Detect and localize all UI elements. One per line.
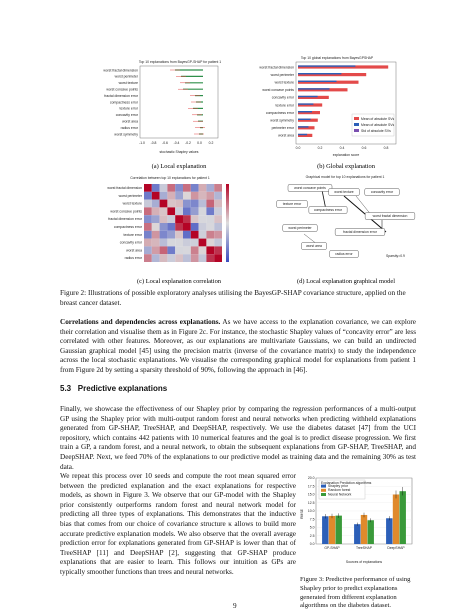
- panel-c-cell: [183, 184, 191, 192]
- figure-3-xlabel: Sources of explanations: [345, 560, 383, 564]
- panel-c-cell: [175, 254, 183, 262]
- panel-d-node-label: worst area: [306, 244, 322, 249]
- panel-c-cell: [191, 200, 199, 208]
- figure-2-caption: Figure 2: Illustrations of possible exploratory analyses utilising the BayesGP-SHAP covariance structure, applied on the breast cancer dataset.: [60, 289, 406, 307]
- panel-c-cell: [144, 254, 152, 262]
- figure-3-legend: [319, 480, 372, 499]
- panel-c-cell: [144, 184, 152, 192]
- panel-c-cell: [175, 231, 183, 239]
- panel-c-cell: [199, 184, 207, 192]
- panel-c-cell: [206, 231, 214, 239]
- panel-b-feature-label: worst concave points: [262, 88, 294, 93]
- panel-b-feature-label: worst area: [278, 133, 294, 138]
- panel-c-cell: [175, 239, 183, 247]
- panel-c-cell: [152, 246, 160, 254]
- panel-b-feature-label: concavity error: [271, 95, 294, 100]
- panel-c-cell: [214, 184, 222, 192]
- panel-c-cell: [191, 246, 199, 254]
- panel-c-cell: [152, 231, 160, 239]
- panel-c-cell: [199, 215, 207, 223]
- panel-b-bar-inner: [298, 103, 313, 104]
- panel-a-xtick: -0.4: [173, 141, 180, 145]
- panel-c-cell: [160, 200, 168, 208]
- panel-a-xtick: -1.0: [139, 141, 145, 145]
- panel-c-cell: [206, 192, 214, 200]
- panel-b-feature-label: worst fractal dimension: [259, 65, 294, 70]
- panel-c-row-label: worst area: [126, 248, 142, 253]
- panel-d-title: Graphical model for top 10 explanations for patient 1: [305, 175, 385, 179]
- panel-b-bar-inner: [298, 81, 337, 82]
- figure-3-bar: [368, 520, 374, 544]
- panel-c-cell: [160, 184, 168, 192]
- panel-a-feature-label: worst texture: [118, 81, 138, 86]
- panel-c-cell: [160, 207, 168, 215]
- panel-c-cell: [152, 200, 160, 208]
- panel-c-cell: [183, 254, 191, 262]
- figure-3-chart: [298, 474, 416, 566]
- figure-3-category-label: GP-SHAP: [324, 546, 340, 550]
- paragraph-correlations-lead: Correlations and dependencies across explanations.: [60, 318, 221, 326]
- figure-3-legend-label: Shapley prior: [328, 484, 348, 488]
- panel-c-cell: [152, 192, 160, 200]
- panel-c-cell: [144, 207, 152, 215]
- panel-c-row-label: radius error: [124, 256, 142, 261]
- panel-b-bar-inner: [298, 134, 307, 135]
- panel-c-cell: [183, 231, 191, 239]
- figure-3-ytick: 12.5: [307, 500, 315, 505]
- paragraph-correlations-body: As we have access to the explanation covariance, we can explore their correlation and visualise them as in Figure 2c. For instance, the stochastic Shapley values of “concavity error” are less correlated with other features. Moreover, as our explanations are multivariate Gaussians, we can build an undirected Gaussian graphical model [45] using the precision matrix (inverse of the covariance matrix) to study the independence across the local stochastic explanations. We visualise the corresponding graphical model for explanations from patient 1 from Figure 2d by setting a sparsity threshold of 90%, following the approach in [46].: [60, 318, 416, 374]
- panel-c-cell: [183, 192, 191, 200]
- panel-c-cell: [214, 223, 222, 231]
- panel-c-cell: [199, 246, 207, 254]
- panel-a-xlabel: stochastic Shapley values: [159, 150, 199, 154]
- panel-c-cell: [175, 223, 183, 231]
- panel-c-cell: [214, 231, 222, 239]
- panel-b-bar-inner: [298, 119, 311, 120]
- panel-b-xtick: 0.8: [383, 146, 389, 150]
- panel-c-cell: [183, 246, 191, 254]
- panel-c-cell: [160, 239, 168, 247]
- panel-d-node-label: concavity error: [370, 190, 394, 195]
- panel-d-node-label: fractal dimension error: [343, 230, 377, 235]
- figure-3-legend-swatch: [321, 485, 326, 488]
- panel-c-cell: [214, 200, 222, 208]
- figure-3-bar: [393, 495, 399, 545]
- figure-3-ytick: 20.0: [307, 476, 315, 481]
- panel-c-cell: [175, 192, 183, 200]
- panel-b-bar-inner: [298, 111, 312, 112]
- panel-c-cell: [183, 200, 191, 208]
- figure-3-legend-label: Neural Network: [328, 492, 352, 497]
- panel-c-cell: [214, 207, 222, 215]
- panel-a-feature-label: fractal dimension error: [104, 93, 138, 98]
- panel-c-cell: [191, 254, 199, 262]
- panel-c-cell: [206, 200, 214, 208]
- panel-a-title: Top 10 explanations from BayesGP-SHAP for patient 1: [138, 60, 222, 64]
- panel-c-cell: [167, 207, 175, 215]
- panel-c-cell: [206, 184, 214, 192]
- panel-b-xtick: 0.0: [295, 146, 301, 150]
- panel-b-bar-inner: [298, 73, 341, 74]
- panel-c-cell: [206, 207, 214, 215]
- paragraph-predictive-intro: Finally, we showcase the effectiveness of our Shapley prior by comparing the regression performances of a multi-output GP using the Shapley prior with multi-output random forest and neural networks when predicting withheld explanations generated from GP-SHAP, TreeSHAP, and DeepSHAP, respectively. We use the diabetes dataset [47] from the UCI repository, which contains 442 patients with 10 numerical features and the goal is to predict disease progression. We first train a GP, a random forest, and a neural network, to obtain the subsequent explanations from GP-SHAP, TreeSHAP, and DeepSHAP. Next, we feed 70% of the explanations to our predictive model as training data and the remaining 30% as test data.: [60, 405, 416, 471]
- panel-c-cell: [167, 192, 175, 200]
- panel-b-legend: [352, 114, 394, 136]
- panel-d-node-label: compactness error: [313, 208, 343, 213]
- paragraph-correlations: [60, 318, 416, 376]
- panel-c-cell: [199, 207, 207, 215]
- panel-c-cell: [167, 231, 175, 239]
- figure-3-legend-label: Random forest: [328, 488, 351, 493]
- panel-d-caption: (d) Local explanation graphical model: [297, 278, 395, 285]
- panel-b-xtick: 0.4: [339, 146, 345, 150]
- panel-b-feature-label: texture error: [275, 103, 294, 108]
- panel-b-bar-inner: [298, 65, 355, 66]
- panel-c-row-label: compactness error: [113, 225, 142, 229]
- panel-c-row-label: fractal dimension error: [108, 217, 142, 222]
- panel-b-legend-2: Mean of absolute SVs: [361, 123, 395, 127]
- panel-c-cell: [152, 239, 160, 247]
- figure-3-category-label: TreeSHAP: [355, 546, 373, 550]
- panel-a-feature-label: compactness error: [109, 100, 138, 105]
- panel-c-cell: [206, 239, 214, 247]
- panel-c-cell: [214, 192, 222, 200]
- panel-c-cell: [191, 223, 199, 231]
- figure-3-bar: [400, 491, 406, 544]
- panel-c-cell: [160, 254, 168, 262]
- panel-d-node-label: worst perimeter: [288, 226, 312, 231]
- panel-c-cell: [160, 246, 168, 254]
- panel-c-cell: [214, 254, 222, 262]
- panel-c-cell: [167, 246, 175, 254]
- figure-3-ytick: 2.5: [309, 533, 315, 538]
- panel-d-node-label: worst texture: [334, 190, 354, 195]
- panel-c-cell: [183, 215, 191, 223]
- panel-c-cell: [167, 223, 175, 231]
- panel-b-xtick: 0.2: [317, 146, 323, 150]
- panel-c-cell: [175, 184, 183, 192]
- panel-c-cell: [160, 223, 168, 231]
- panel-c-cell: [175, 200, 183, 208]
- panel-c-row-label: worst perimeter: [118, 193, 142, 198]
- panel-b-xlabel: explanation score: [332, 153, 360, 157]
- panel-a-xtick: -0.6: [162, 141, 168, 145]
- section-heading: [60, 384, 167, 393]
- page-number: 9: [233, 602, 237, 610]
- panel-c-cell: [144, 192, 152, 200]
- panel-c-cell: [152, 215, 160, 223]
- panel-c-cell: [199, 223, 207, 231]
- panel-c-cell: [175, 246, 183, 254]
- panel-c-cell: [183, 239, 191, 247]
- panel-b-feature-label: compactness error: [265, 110, 294, 115]
- panel-d-node-label: radius error: [335, 252, 353, 257]
- figure-3-bar: [386, 518, 392, 544]
- figure-3-bar: [322, 516, 328, 544]
- panel-b-bar-inner: [298, 88, 330, 89]
- panel-c-cell: [183, 223, 191, 231]
- panel-c-cell: [199, 192, 207, 200]
- panel-c-cell: [191, 215, 199, 223]
- panel-c-row-label: texture error: [123, 232, 142, 237]
- panel-c-cell: [191, 231, 199, 239]
- panel-c-cell: [167, 200, 175, 208]
- figure-2-graphic: [60, 48, 430, 290]
- panel-c-row-label: worst concave points: [110, 209, 142, 214]
- figure-3-bar: [361, 515, 367, 544]
- panel-c-cell: [167, 184, 175, 192]
- panel-a-feature-label: worst concave points: [106, 87, 138, 92]
- panel-c-cell: [144, 223, 152, 231]
- panel-c-cell: [167, 239, 175, 247]
- panel-a-feature-label: worst area: [122, 119, 138, 124]
- panel-d-node-label: texture error: [282, 202, 302, 207]
- panel-b-feature-label: worst perimeter: [270, 72, 294, 77]
- panel-c-cell: [199, 254, 207, 262]
- panel-a-feature-label: concavity error: [115, 113, 138, 118]
- panel-b-bar-inner: [298, 96, 318, 97]
- panel-a-xtick: -0.2: [185, 141, 191, 145]
- panel-c-cell: [144, 239, 152, 247]
- panel-c-cell: [152, 254, 160, 262]
- panel-c-cell: [214, 246, 222, 254]
- panel-c-cell: [206, 215, 214, 223]
- panel-c-cell: [214, 239, 222, 247]
- panel-c-cell: [144, 215, 152, 223]
- panel-c-cell: [152, 223, 160, 231]
- panel-b-caption: (b) Global explanation: [317, 163, 375, 170]
- panel-b-legend-1: Mean of absolute SVs: [361, 117, 395, 121]
- figure-3-ytick: 10.0: [307, 509, 315, 514]
- figure-3: [298, 474, 416, 566]
- panel-c-cell: [183, 207, 191, 215]
- panel-c-cell: [191, 184, 199, 192]
- panel-c-cell: [152, 207, 160, 215]
- panel-a-feature-label: worst perimeter: [114, 74, 138, 79]
- panel-c-cell: [199, 231, 207, 239]
- panel-c-cell: [199, 200, 207, 208]
- panel-c-cell: [152, 184, 160, 192]
- panel-b-xtick: 0.6: [361, 146, 367, 150]
- figure-3-bar: [336, 516, 342, 544]
- panel-c-cell: [144, 231, 152, 239]
- panel-b-bar-inner: [298, 126, 309, 127]
- figure-3-category-label: DeepSHAP: [387, 546, 405, 550]
- panel-a-feature-label: texture error: [119, 106, 138, 111]
- figure-3-legend-swatch: [321, 489, 326, 492]
- figure-3-ylabel: RMSE: [300, 509, 304, 519]
- panel-c-cell: [191, 239, 199, 247]
- panel-d-node-label: worst concave points: [294, 186, 326, 191]
- panel-c-cell: [206, 223, 214, 231]
- figure-2: [60, 48, 430, 290]
- panel-c-title: Correlation between top 10 explanations for patient 1: [130, 176, 210, 180]
- panel-c-cell: [206, 246, 214, 254]
- panel-d-sparsity: Sparsity=0.9: [386, 254, 405, 258]
- panel-c-cell: [160, 215, 168, 223]
- panel-c-caption: (c) Local explanation correlation: [137, 278, 221, 285]
- panel-c-cell: [191, 192, 199, 200]
- panel-a-feature-label: radius error: [120, 125, 138, 130]
- panel-c-cell: [206, 254, 214, 262]
- figure-3-bar: [329, 516, 335, 544]
- figure-3-ytick: 5.0: [309, 525, 315, 530]
- panel-d-node-label: worst fractal dimension: [372, 214, 408, 219]
- section-title: Predictive explanations: [77, 384, 168, 393]
- panel-a-xtick: 0.0: [197, 141, 202, 145]
- panel-c-cell: [144, 200, 152, 208]
- panel-b-feature-label: worst texture: [274, 80, 294, 85]
- panel-b-feature-label: worst symmetry: [270, 118, 294, 123]
- figure-3-bar: [354, 524, 360, 544]
- panel-a-caption: (a) Local explanation: [151, 163, 207, 170]
- panel-c-cell: [160, 231, 168, 239]
- figure-3-legend-title: Explanation Prediction algorithms: [321, 481, 372, 485]
- panel-c-cell: [160, 192, 168, 200]
- panel-a-feature-label: worst symmetry: [114, 132, 138, 137]
- panel-a-xtick: -0.8: [150, 141, 157, 145]
- section-number: 5.3: [60, 384, 72, 393]
- panel-c-row-label: worst fractal dimension: [107, 186, 142, 190]
- panel-c-cell: [214, 215, 222, 223]
- figure-3-ytick: 0.0: [309, 542, 315, 547]
- figure-3-legend-swatch: [321, 493, 326, 496]
- figure-3-ytick: 15.0: [307, 492, 315, 497]
- panel-c-cell: [167, 254, 175, 262]
- panel-b-feature-label: perimeter error: [271, 126, 294, 131]
- panel-c-cell: [175, 207, 183, 215]
- panel-c-row-label: concavity error: [119, 240, 142, 245]
- panel-c-cell: [199, 239, 207, 247]
- panel-c-cell: [191, 207, 199, 215]
- panel-c-cell: [144, 246, 152, 254]
- panel-c-row-label: worst texture: [122, 201, 142, 206]
- figure-3-caption: Figure 3: Predictive performance of using Shapley prior to predict explanations generated from different explanation algorithms on the diabetes dataset.: [300, 576, 411, 610]
- figure-3-ytick: 17.5: [307, 484, 315, 489]
- panel-c-colorbar: [226, 184, 229, 262]
- panel-a-feature-label: worst fractal dimension: [103, 68, 138, 73]
- panel-c-cell: [167, 215, 175, 223]
- panel-b-legend-3: Std of absolute SVs: [361, 129, 391, 133]
- panel-b-title: Top 10 global explanations from BayesGPSHAP: [300, 56, 374, 60]
- panel-c-cell: [175, 215, 183, 223]
- paragraph-predictive-results: We repeat this process over 10 seeds and compute the root mean squared error between the predicted explanation and the exact explanations for respective models, as shown in Figure 3. We observe that our GP-model with the Shapley prior consistently outperforms random forest and neural network model for predicting all three types of explanations. This demonstrates that the inductive bias that comes from our choice of covariance structure κ allows to build more accurate predictive explanation models. We also observe that the overall average prediction error for explanations generated from GP-SHAP is lower than that of TreeSHAP [11] and DeepSHAP [2], suggesting that GP-SHAP produce explanations that are easier to learn. This follows our intuition as GPs are typically smoother functions than trees and neural networks.: [60, 472, 296, 576]
- panel-a-xtick: 0.2: [208, 141, 214, 145]
- figure-3-ytick: 7.5: [309, 517, 315, 522]
